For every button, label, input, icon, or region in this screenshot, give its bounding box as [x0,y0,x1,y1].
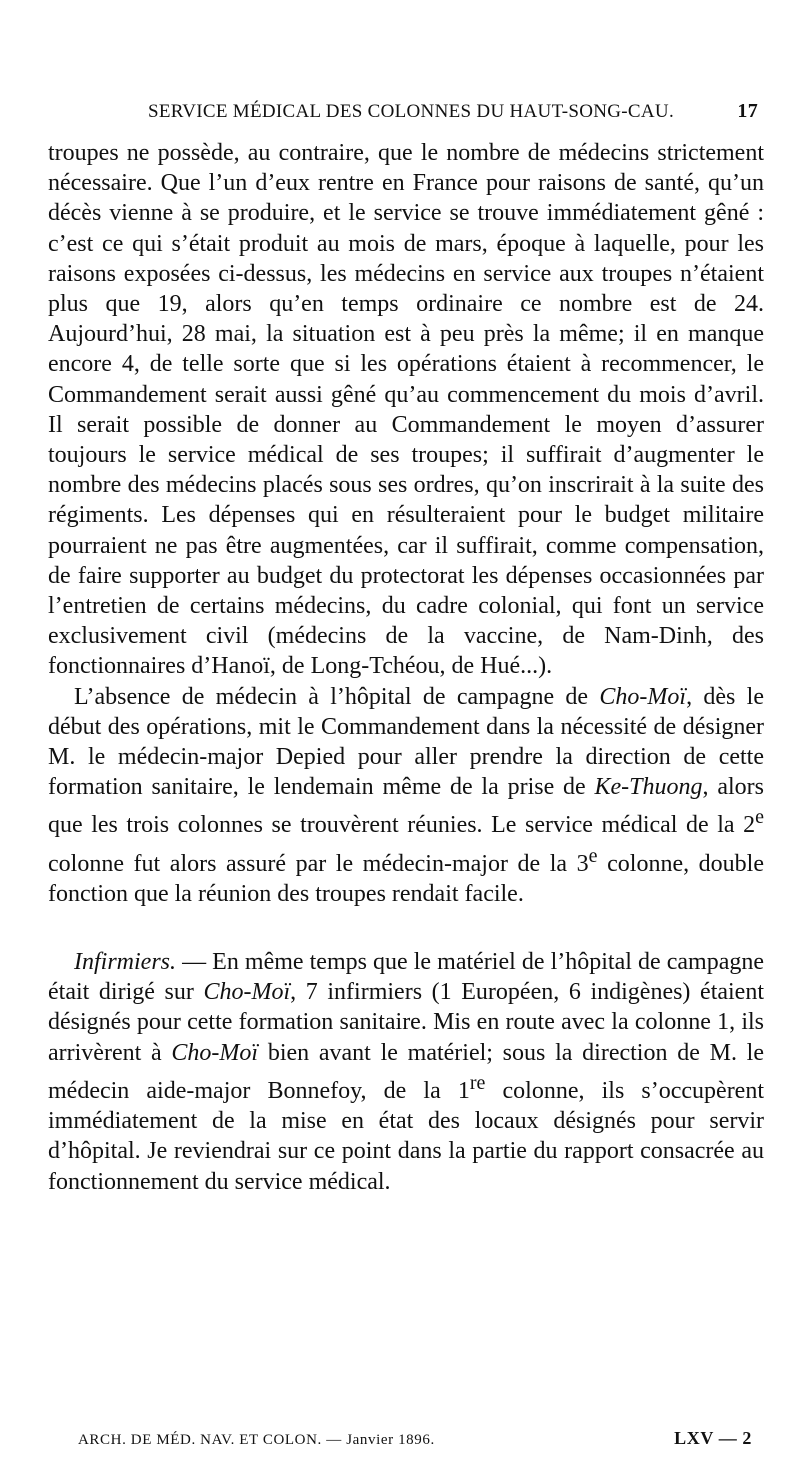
ordinal-suffix: e [755,806,764,829]
body-text [48,138,764,1197]
place-name-cho-moi: Cho-Moï [599,683,687,710]
text-run: — En même temps que le matériel de l’hôpital de campagne était dirigé sur [48,949,764,1006]
text-run: colonne, ils s’occupèrent immédiatement de la mise en état des locaux désignés pour servir d’hôpital. Je reviendrai sur ce point dans la partie du rapport consacrée au fonctionnement du service médical. [48,1077,765,1195]
text-run: bien avant le matériel; sous la direction de M. le médecin aide-major Bonnefoy, de la [48,1039,765,1104]
page-footer [78,1428,752,1449]
text-run: L’absence de médecin à l’hôpital de campagne de [74,683,600,710]
place-name-cho-moi: Cho-Moï [203,979,291,1006]
paragraph-continued: troupes ne possède, au contraire, que le nombre de médecins strictement nécessaire. Que l’un d’eux rentre en France pour raisons de santé, qu’un décès vienne à se produire, et le service se trouve immédiatement gêné : c’est ce qui s’était produit au mois de mars, époque à laquelle, pour les raisons exposées ci-dessus, les médecins en service aux troupes n’étaient plus que 19, alors qu’en temps ordinaire ce nombre est de 24. Aujourd’hui, 28 mai, la situation est à peu près la même; il en manque encore 4, de telle sorte que si les opérations étaient à recommencer, le Commandement serait aussi gêné qu’au commencement du mois d’avril. Il serait possible de donner au Commandement le moyen d’assurer toujours le service médical de ses troupes; il suffirait d’augmenter le nombre des médecins placés sous ses ordres, qu’on inscrirait à la suite des régiments. Les dépenses qui en résulteraient pour le budget militaire pourraient ne pas être augmentées, car il suffirait, comme compensation, de faire supporter au budget du protectorat les dépenses occasionnées par l’entretien de certains médecins, du cadre colonial, qui font un service exclusivement civil (médecins de la vaccine, de Nam-Dinh, des fonctionnaires d’Hanoï, de Long-Tchéou, de Hué...). [48,140,764,680]
text-run: colonne, double fonction que la réunion des troupes rendait facile. [48,850,764,907]
place-name-cho-moi: Cho-Moï [171,1039,259,1066]
signature-mark: LXV — 2 [674,1428,752,1448]
ordinal-number: 3 [576,850,589,877]
text-run: , alors que les trois colonnes se trouvèrent réunies. Le service médical de la [48,774,764,839]
ordinal-suffix: re [469,1071,486,1094]
ordinal-number: 2 [743,812,756,839]
journal-citation: ARCH. DE MÉD. NAV. ET COLON. — Janvier 1896. [78,1432,435,1448]
running-header [148,100,758,123]
ordinal-number: 1 [457,1077,470,1104]
page-number: 17 [737,100,758,122]
paragraph-infirmiers [48,947,764,1197]
text-run: , dès le début des opérations, mit le Commandement dans la nécessité de désigner M. le médecin-major Depied pour aller prendre la direction de cette formation sanitaire, le lendemain même de la prise de [48,683,764,801]
section-label: Infirmiers. [74,949,176,976]
text-run: , 7 infirmiers (1 Européen, 6 indigènes) étaient désignés pour cette formation sanitaire. Mis en route avec la colonne 1, ils arrivèrent à [48,979,764,1066]
running-title: SERVICE MÉDICAL DES COLONNES DU HAUT-SONG-CAU. [148,101,674,122]
ordinal-suffix: e [588,844,598,867]
paragraph-cho-moi-hospital [48,682,764,909]
place-name-ke-thuong: Ke-Thuong [594,774,703,801]
text-run: colonne fut alors assuré par le médecin-major de la [48,850,577,877]
